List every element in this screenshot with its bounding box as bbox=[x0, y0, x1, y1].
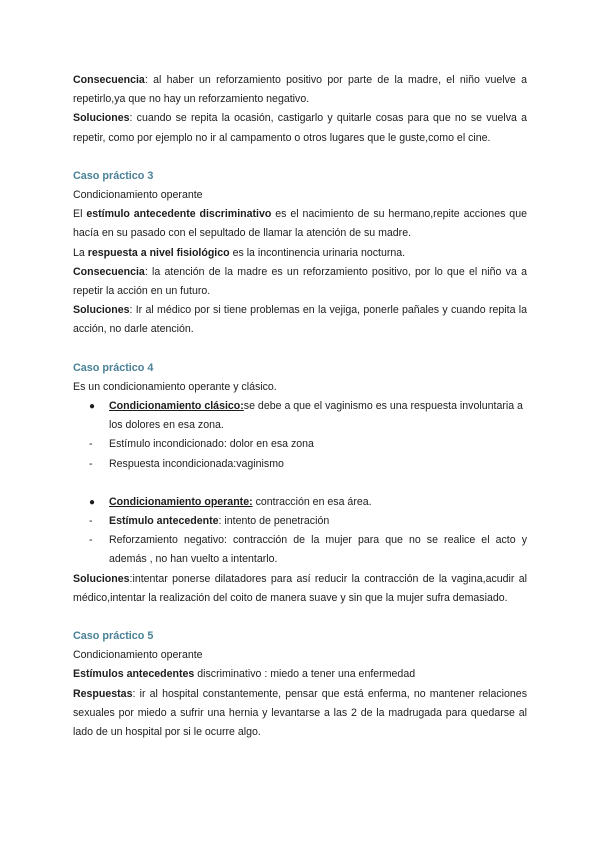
caso4-clasico-item-text: Respuesta incondicionada:vaginismo bbox=[109, 457, 284, 470]
caso4-operante-bullet bbox=[73, 493, 527, 512]
caso3-soluciones-label: Soluciones bbox=[73, 304, 130, 317]
caso3-respuesta-label: respuesta a nivel fisiológico bbox=[87, 246, 230, 259]
caso3-soluciones-text: : Ir al médico por si tiene problemas en la vejiga, ponerle pañales y cuando repita la acción, no darle atención. bbox=[73, 304, 527, 336]
consecuencia-text: : al haber un reforzamiento positivo por parte de la madre, el niño vuelve a repetirlo,ya que no hay un reforzamiento negativo. bbox=[73, 74, 527, 106]
caso5-heading: Caso práctico 5 bbox=[73, 630, 154, 643]
caso4-operante-label: Condicionamiento operante: bbox=[109, 495, 253, 508]
caso4-intro: Es un condicionamiento operante y clásico. bbox=[73, 380, 277, 393]
caso3-estimulo-pre: El bbox=[73, 208, 87, 221]
caso3-estimulo-paragraph bbox=[73, 205, 527, 243]
dash-marker: - bbox=[89, 457, 93, 470]
caso3-estimulo-text: es el nacimiento de su hermano,repite acciones que hacía en su pasado con el sepultado de llamar la atención de su madre. bbox=[73, 208, 527, 240]
caso4-clasico-label: Condicionamiento clásico: bbox=[109, 400, 244, 413]
caso4-clasico-item-text: Estímulo incondicionado: dolor en esa zona bbox=[109, 438, 314, 451]
soluciones-label: Soluciones bbox=[73, 112, 130, 125]
caso3-respuesta-paragraph bbox=[73, 244, 527, 263]
caso4-estimulo-item bbox=[73, 512, 527, 531]
caso3-consecuencia-text: : la atención de la madre es un reforzamiento positivo, por lo que el niño va a repetir la acción en un futuro. bbox=[73, 265, 527, 298]
caso3-heading: Caso práctico 3 bbox=[73, 169, 154, 182]
caso4-clasico-item bbox=[73, 435, 527, 454]
caso4-clasico-item bbox=[73, 455, 527, 474]
caso3-soluciones-paragraph bbox=[73, 301, 527, 339]
caso3-respuesta-text: es la incontinencia urinaria nocturna. bbox=[229, 246, 406, 259]
soluciones-text: : cuando se repita la ocasión, castigarlo y quitarle cosas para que no se vuelva a repetir, como por ejemplo no ir al campamento o otros lugares que le guste,como el cine. bbox=[73, 112, 527, 144]
bullet-marker: ● bbox=[89, 401, 96, 413]
consecuencia-label: Consecuencia bbox=[73, 74, 145, 86]
caso4-estimulo-text: : intento de penetración bbox=[218, 515, 330, 528]
caso4-estimulo-label: Estímulo antecedente bbox=[109, 515, 219, 528]
consecuencia-paragraph bbox=[73, 71, 527, 109]
caso3-consecuencia-label: Consecuencia bbox=[73, 265, 145, 278]
bullet-marker: ● bbox=[89, 496, 96, 508]
caso4-soluciones-text: :intentar ponerse dilatadores para así reducir la contracción de la vagina,acudir al médico,intentar la realización del coito de manera suave y sin que la mujer sufra demasiado. bbox=[73, 572, 527, 604]
caso5-respuestas-text: : ir al hospital constantemente, pensar que está enferma, no mantener relaciones sexuales por miedo a sufrir una hernia y levantarse a las 2 de la madrugada para quedarse al lado de un hospital por si le ocurre algo. bbox=[73, 687, 527, 739]
caso5-estimulos-paragraph bbox=[73, 665, 527, 684]
caso3-estimulo-label: estímulo antecedente discriminativo bbox=[86, 208, 272, 221]
caso4-soluciones-paragraph bbox=[73, 570, 527, 608]
caso3-respuesta-pre: La bbox=[73, 246, 88, 259]
caso5-estimulos-text: discriminativo : miedo a tener una enfermedad bbox=[194, 668, 416, 681]
caso3-type: Condicionamiento operante bbox=[73, 189, 203, 202]
caso5-respuestas-label: Respuestas bbox=[73, 687, 133, 700]
dash-marker: - bbox=[89, 515, 93, 528]
caso4-clasico-bullet bbox=[73, 397, 527, 435]
caso5-respuestas-paragraph bbox=[73, 685, 527, 743]
caso4-refuerzo-text: Reforzamiento negativo: contracción de la mujer para que no se realice el acto y además , no han vuelto a intentarlo. bbox=[109, 534, 527, 566]
caso4-soluciones-label: Soluciones bbox=[73, 572, 130, 585]
caso4-operante-text: contracción en esa área. bbox=[252, 495, 372, 508]
caso5-type: Condicionamiento operante bbox=[73, 649, 203, 662]
caso4-refuerzo-item bbox=[73, 531, 527, 569]
caso4-clasico-text: se debe a que el vaginismo es una respuesta involuntaria a los dolores en esa zona. bbox=[109, 400, 523, 432]
dash-marker: - bbox=[89, 438, 93, 451]
soluciones-paragraph bbox=[73, 109, 527, 147]
dash-marker: - bbox=[89, 534, 93, 547]
caso3-consecuencia-paragraph bbox=[73, 263, 527, 301]
caso4-heading: Caso práctico 4 bbox=[73, 361, 154, 374]
caso5-estimulos-label: Estímulos antecedentes bbox=[73, 668, 195, 681]
